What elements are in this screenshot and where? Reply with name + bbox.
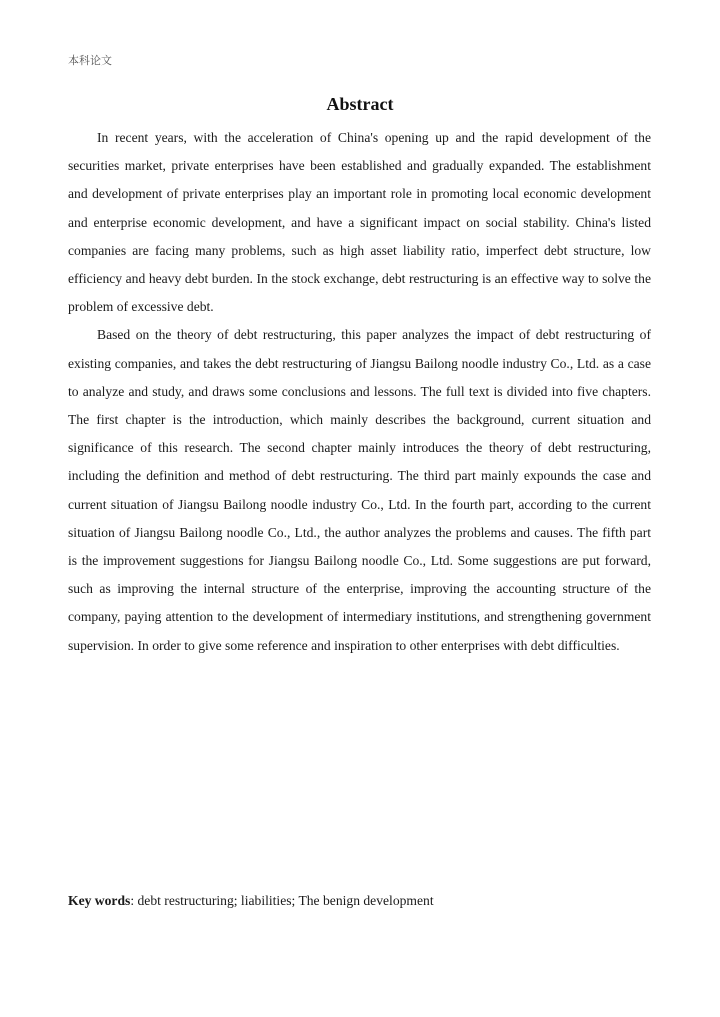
abstract-paragraph-2: Based on the theory of debt restructuring, this paper analyzes the impact of debt restructuring of existing companies, and takes the debt restructuring of Jiangsu Bailong noodle industry Co., Ltd. as a case to analyze and study, and draws some conclusions and lessons. The full text is divided into five chapters. The first chapter is the introduction, which mainly describes the background, current situation and significance of this research. The second chapter mainly introduces the theory of debt restructuring, including the definition and method of debt restructuring. The third part mainly expounds the case and current situation of Jiangsu Bailong noodle industry Co., Ltd. In the fourth part, according to the current situation of Jiangsu Bailong noodle Co., Ltd., the author analyzes the problems and causes. The fifth part is the improvement suggestions for Jiangsu Bailong noodle Co., Ltd. Some suggestions are put forward, such as improving the internal structure of the enterprise, improving the accounting structure of the company, paying attention to the development of intermediary institutions, and strengthening government supervision. In order to give some reference and inspiration to other enterprises with debt difficulties. (68, 327, 651, 653)
page-header-label: 本科论文 (68, 54, 112, 67)
abstract-body (68, 124, 651, 660)
abstract-title: Abstract (326, 94, 394, 114)
keywords-text: debt restructuring; liabilities; The benign development (137, 893, 434, 908)
keywords-label: Key words (68, 893, 131, 908)
abstract-paragraph-1: In recent years, with the acceleration of China's opening up and the rapid development of the securities market, private enterprises have been established and gradually expanded. The establishment and development of private enterprises play an important role in promoting local economic development and enterprise economic development, and have a significant impact on social stability. China's listed companies are facing many problems, such as high asset liability ratio, imperfect debt structure, low efficiency and heavy debt burden. In the stock exchange, debt restructuring is an effective way to solve the problem of excessive debt. (68, 130, 651, 315)
keywords-separator: : (130, 893, 138, 908)
keywords-line (68, 890, 651, 912)
